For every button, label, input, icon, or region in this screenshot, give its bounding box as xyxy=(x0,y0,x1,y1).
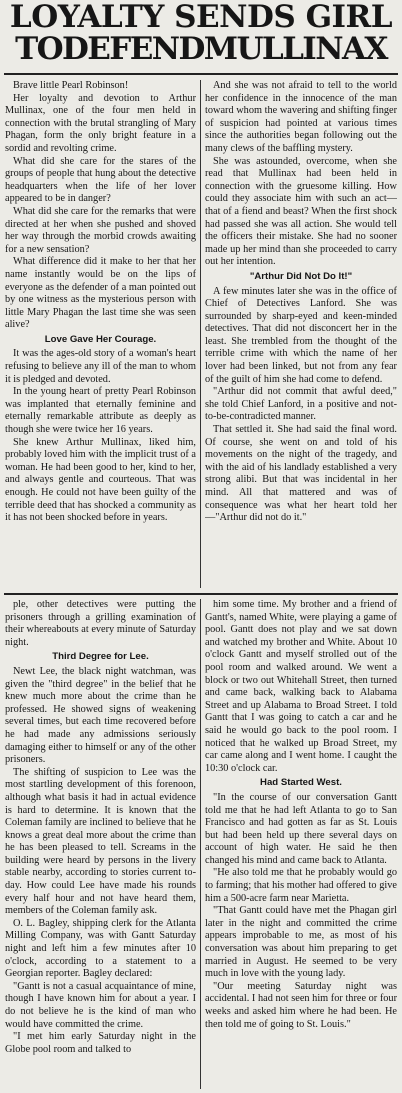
article-column-top-right xyxy=(205,80,397,590)
paragraph: Her loyalty and devotion to Arthur Mullinax, one of the four men held in connection with the brutal strangling of Mary Phagan, form the only bright feature in a sordid and revolting crime. xyxy=(5,92,196,154)
paragraph: Brave little Pearl Robinson! xyxy=(13,80,129,91)
article-column-bottom-right xyxy=(205,599,397,1091)
column-divider-bottom xyxy=(200,599,201,1089)
subheading: Love Gave Her Courage. xyxy=(44,333,157,345)
paragraph: She was astounded, overcome, when she read that Mullinax had been held in connection with the gruesome killing. How could they associate him with such an act—that of a fiend and beast? When the first shock had passed she was all action. She would tell the officers their mistake. She had no sooner made up her mind than she proceeded to carry out her intention. xyxy=(205,155,397,268)
column-divider-top xyxy=(200,80,201,588)
paragraph: What did she care for the remarks that were directed at her when she pushed and shoved her way through the morbid crowds awaiting for a new sensation? xyxy=(5,205,196,255)
paragraph: "Gantt is not a casual acquaintance of mine, though I have known him for about a year. I do not believe he is the kind of man who would have committed the crime. xyxy=(5,980,196,1030)
section-divider xyxy=(4,593,398,595)
paragraph: A few minutes later she was in the office of Chief of Detectives Lanford. She was surrounded by sharp-eyed and keen-minded detectives. That did not disconcert her in the least. She trembled from the thought of the terrible crime with which the name of her lover had been linked, but not from any fear of the guilt of him she had come to defend. xyxy=(205,285,397,385)
paragraph: It was the ages-old story of a woman's heart refusing to believe any ill of the man to whom it is pledged and devoted. xyxy=(5,348,196,385)
paragraph: That settled it. She had said the final word. Of course, she went on and told of his movements on the night of the tragedy, and with the aid of his landlady established a very strong alibi. But that was incidental in her mind. All that mattered and was of consequence was what her heart told her—"Arthur did not do it." xyxy=(205,424,397,524)
paragraph: What did she care for the stares of the groups of people that hung about the detective headquarters when the life of her lover appeared to be in danger? xyxy=(5,155,196,205)
paragraph: In the young heart of pretty Pearl Robinson was implanted that eternally feminine and eternally remarkable attribute as deeply as though she were twice her 16 years. xyxy=(5,386,196,436)
article-column-top-left xyxy=(5,80,196,590)
paragraph: Newt Lee, the black night watchman, was given the "third degree" in the belief that he knew much more about the crime than he professed. He showed signs of weakening several times, but each time recovered before he had made any admissions seriously damaging either to himself or any of the other prisoners. xyxy=(5,665,196,766)
paragraph: "In the course of our conversation Gantt told me that he had left Atlanta to go to San Francisco and had gotten as far as St. Louis but had been held up there several days on account of high water. He said he then changed his mind and came back to Atlanta. xyxy=(205,791,397,866)
subheading: Third Degree for Lee. xyxy=(52,651,149,663)
paragraph: ple, other detectives were putting the prisoners through a grilling examination of their whereabouts at every minute of Saturday night. xyxy=(5,599,196,648)
headline-rule xyxy=(4,73,398,75)
paragraph: The shifting of suspicion to Lee was the most startling development of this forenoon, although what basis it had in actual evidence is hard to determine. It is known that the Coleman family are inclined to believe that he knows a great deal more about the crime than he has been pleased to tell. Screams in the building were heard by persons in the livery stable nearby, according to stories current to-day. How could Lee have made his rounds every half hour and not have heard them, members of the Coleman family ask. xyxy=(5,766,196,917)
article-column-bottom-left xyxy=(5,599,196,1091)
paragraph: "Arthur did not commit that awful deed," she told Chief Lanford, in a positive and not-to-be-contradicted manner. xyxy=(205,386,397,423)
paragraph: O. L. Bagley, shipping clerk for the Atlanta Milling Company, was with Gantt Saturday night and left him a few minutes after 10 o'clock, according to a statement to a Georgian reporter. Bagley declared: xyxy=(5,917,196,980)
paragraph: him some time. My brother and a friend of Gantt's, named White, were playing a game of pool. Gantt does not play and we sat down and watched my brother and White. About 10 o'clock Gantt and myself strolled out of the pool room and walked around. We went a block or two out Whitehall Street, then turned and came back, walking back to Alabama Street and up Alabama to Broad Street. I told Gantt that I was going to catch a car and he said he would go back to the pool room. I noticed that he walked up Broad Street, my car came along and I went home. I caught the 10:30 o'clock car. xyxy=(205,599,397,774)
paragraph: "Our meeting Saturday night was accidental. I had not seen him for three or four weeks and asked him where he had been. He then told me of going to St. Louis." xyxy=(205,980,397,1030)
paragraph: "He also told me that he probably would go to farming; that his mother had offered to give him a 500-acre farm near Marietta. xyxy=(205,867,397,904)
subheading: "Arthur Did Not Do It!" xyxy=(249,270,353,282)
subheading: Had Started West. xyxy=(260,777,342,789)
headline-line-1: LOYALTY SENDS GIRL xyxy=(9,0,393,35)
headline xyxy=(0,0,402,72)
paragraph: "That Gantt could have met the Phagan girl later in the night and committed the crime appears improbable to me, as most of his conversation was about him preparing to get married in August. He seemed to be very much in love with the young lady. xyxy=(205,905,397,980)
paragraph: "I met him early Saturday night in the Globe pool room and talked to xyxy=(5,1031,196,1055)
paragraph: And she was not afraid to tell to the world her confidence in the innocence of the man toward whom the wavering and shifting finger of suspicion had pointed at various times since the authorities began following out the many clews of the baffling mystery. xyxy=(205,80,397,154)
headline-line-2: TODEFENDMULLINAX xyxy=(15,31,387,67)
paragraph: What difference did it make to her that her name instantly would be on the lips of everyone as the defender of a man pointed out by one witness as the mysterious person with little Mary Phagan the last time she was seen alive? xyxy=(5,256,196,331)
paragraph: She knew Arthur Mullinax, liked him, probably loved him with the implicit trust of a woman. He had been good to her, kind to her, and always gentle and courteous. That was enough. He could not have been guilty of the terrible deed that has shocked a community as it has not been shocked before in years. xyxy=(5,436,196,524)
